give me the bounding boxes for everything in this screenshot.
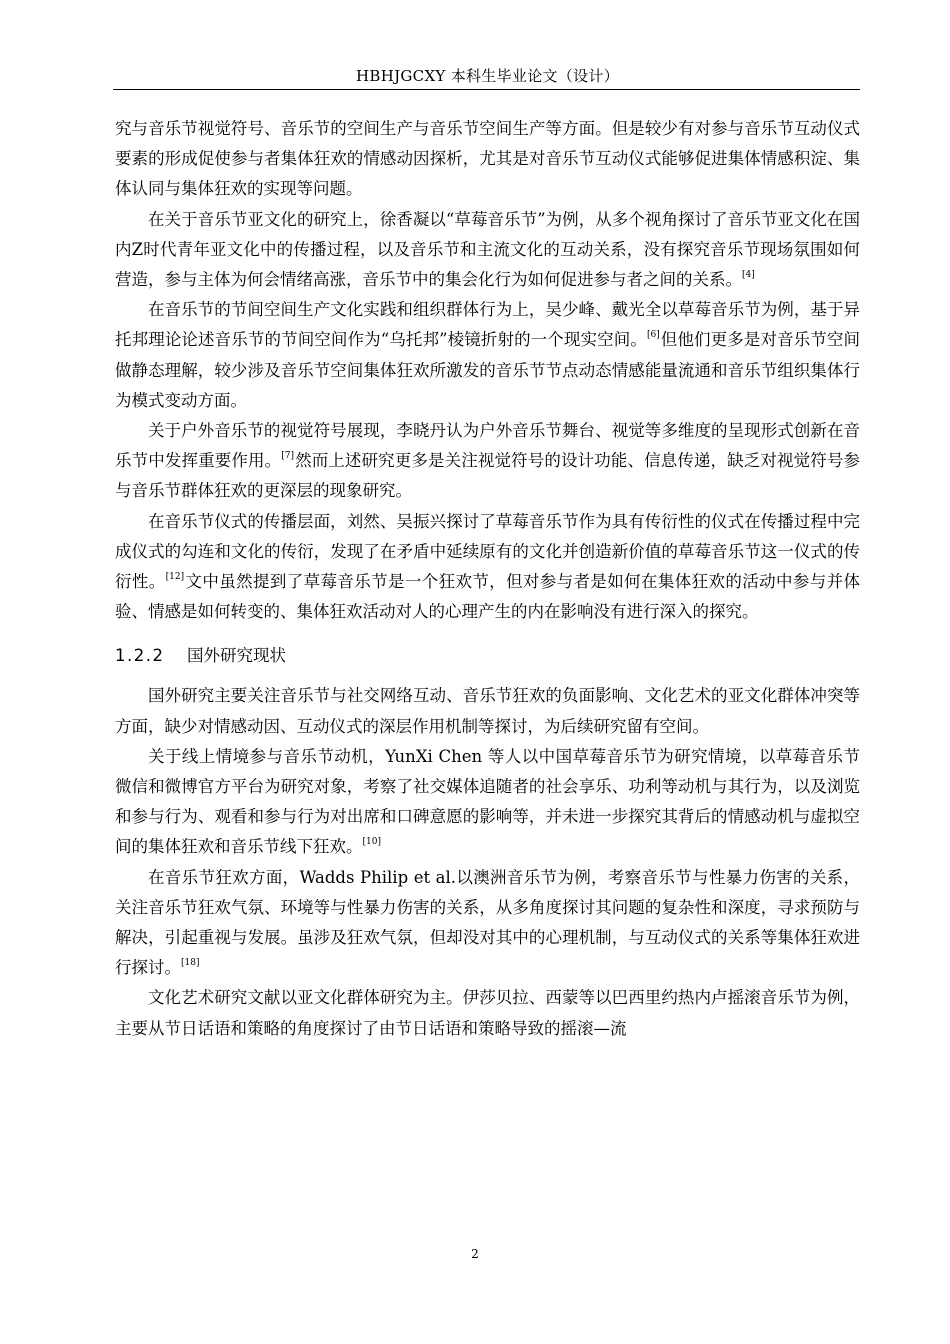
paragraph: 在音乐节仪式的传播层面，刘然、吴振兴探讨了草莓音乐节作为具有传衍性的仪式在传播过程中完成仪式的勾连和文化的传衍，发现了在矛盾中延续原有的文化并创造新价值的草莓音乐节这一仪式的传衍性。[12]文中虽然提到了草莓音乐节是一个狂欢节，但对参与者是如何在集体狂欢的活动中参与并体验、情感是如何转变的、集体狂欢活动对人的心理产生的内在影响没有进行深入的探究。 — [115, 511, 861, 622]
paragraph: 在音乐节狂欢方面，Wadds Philip et al.以澳洲音乐节为例，考察音乐节与性暴力伤害的关系，关注音乐节狂欢气氛、环境等与性暴力伤害的关系，从多角度探讨其问题的复杂性和深度，寻求预防与解决，引起重视与发展。虽涉及狂欢气氛，但却没对其中的心理机制，与互动仪式的关系等集体狂欢进行探讨。[18] — [115, 867, 860, 978]
citation-ref: [12] — [165, 572, 185, 583]
citation-ref: [18] — [181, 958, 200, 969]
citation-ref: [6] — [646, 330, 660, 341]
header-rule — [113, 89, 860, 90]
citation-ref: [7] — [281, 451, 294, 462]
running-header: HBHJGCXY 本科生毕业论文（设计） — [355, 67, 619, 85]
body-text — [115, 114, 860, 1044]
section-number: 1.2.2 — [115, 646, 165, 666]
paragraph: 关于线上情境参与音乐节动机，YunXi Chen 等人以中国草莓音乐节为研究情境，以草莓音乐节微信和微博官方平台为研究对象，考察了社交媒体追随者的社会享乐、功利等动机与其行为，以及浏览和参与行为、观看和参与行为对出席和口碑意愿的影响等，并未进一步探究其背后的情感动机与虚拟空间的集体狂欢和音乐节线下狂欢。[10] — [115, 746, 860, 857]
citation-ref: [4] — [742, 270, 755, 281]
citation-ref: [10] — [362, 837, 381, 848]
paragraph-continued: 究与音乐节视觉符号、音乐节的空间生产与音乐节空间生产等方面。但是较少有对参与音乐节互动仪式要素的形成促使参与者集体狂欢的情感动因探析，尤其是对音乐节互动仪式能够促进集体情感积淀、集体认同与集体狂欢的实现等问题。 — [115, 119, 860, 199]
section-title: 国外研究现状 — [187, 646, 286, 666]
paragraph: 关于户外音乐节的视觉符号展现，李晓丹认为户外音乐节舞台、视觉等多维度的呈现形式创新在音乐节中发挥重要作用。[7]然而上述研究更多是关注视觉符号的设计功能、信息传递，缺乏对视觉符号参与音乐节群体狂欢的更深层的现象研究。 — [115, 421, 861, 501]
page-number: 2 — [471, 1247, 479, 1261]
paragraph: 在音乐节的节间空间生产文化实践和组织群体行为上，吴少峰、戴光全以草莓音乐节为例，基于异托邦理论论述音乐节的节间空间作为“乌托邦”棱镜折射的一个现实空间。[6]但他们更多是对音乐节空间做静态理解，较少涉及音乐节空间集体狂欢所激发的音乐节节点动态情感能量流通和音乐节组织集体行为模式变动方面。 — [115, 300, 861, 410]
paragraph: 国外研究主要关注音乐节与社交网络互动、音乐节狂欢的负面影响、文化艺术的亚文化群体冲突等方面，缺少对情感动因、互动仪式的深层作用机制等探讨，为后续研究留有空间。 — [115, 686, 860, 736]
section-heading — [115, 641, 860, 671]
paragraph: 文化艺术研究文献以亚文化群体研究为主。伊莎贝拉、西蒙等以巴西里约热内卢摇滚音乐节为例，主要从节日话语和策略的角度探讨了由节日话语和策略导致的摇滚—流 — [115, 988, 860, 1038]
paragraph: 在关于音乐节亚文化的研究上，徐香凝以“草莓音乐节”为例，从多个视角探讨了音乐节亚文化在国内Z时代青年亚文化中的传播过程，以及音乐节和主流文化的互动关系，没有探究音乐节现场氛围如何营造，参与主体为何会情绪高涨，音乐节中的集会化行为如何促进参与者之间的关系。[4] — [115, 209, 860, 290]
